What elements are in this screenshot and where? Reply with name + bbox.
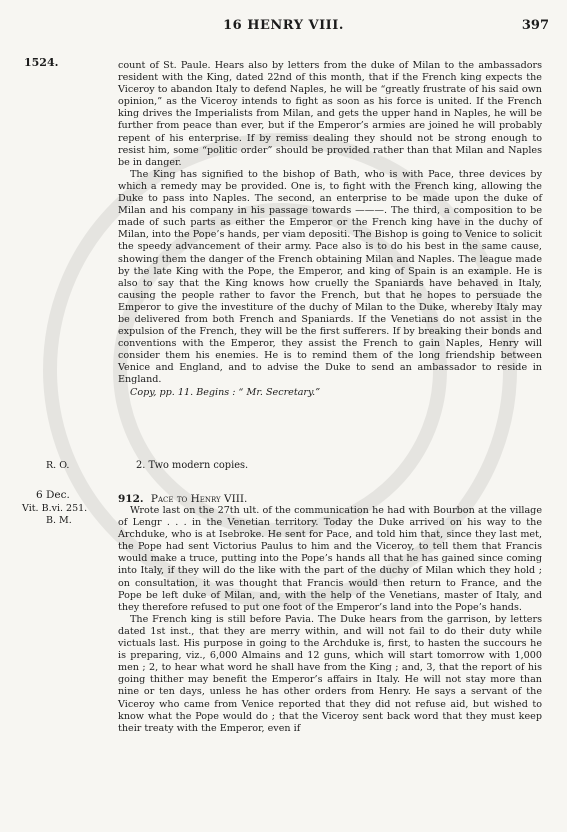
paragraph-1: count of St. Paule. Hears also by letters from the duke of Milan to the ambassadors resident with the King, dated 22nd of this month, that if the French king expects the Viceroy to abandon Italy to defend Naples, he will be “greatly frustrate of his said own opinion,” as the Viceroy intends to fight as soon as his force is united. If the French king drives the Imperialists from Milan, and gets the upper hand in Naples, he will be further from peace than ever, but if the Emperor’s armies are joined he will probably repent of his enterprise. If by remiss dealing they should not be strong enough to resist him, some “politic order” should be provided rather than that Milan and Naples be in danger. — [118, 60, 542, 168]
paragraph-2: The King has signified to the bishop of Bath, who is with Pace, three devices by which a remedy may be provided. One is, to fight with the French king, allowing the Duke to pass into Naples. The second, an enterprise to be made upon the duke of Milan and his company in his passage towards ———. The third, a composition to be made of such parts as either the Emperor or the French king have in the duchy of Milan, into the Pope’s hands, per viam depositi. The Bishop is going to Venice to solicit the speedy advancement of their army. Pace also is to do his best in the same cause, showing them the danger of the French obtaining Milan and Naples. The league made by the late King with the Pope, the Emperor, and king of Spain is an example. He is also to say that the King knows how cruelly the Spaniards have behaved in Italy, causing the people rather to favor the French, but that he hopes to persuade the Emperor to give the investiture of the duchy of Milan to the Duke, whereby Italy may be delivered from both French and Spaniards. If the Venetians do not assist in the expulsion of the French, they will be the first sufferers. If by breaking their bonds and conventions with the Emperor, they assist the French to gain Naples, Henry will consider them his enemies. He is to remind them of the long friendship between Venice and England, and to advise the Duke to send an ambassador to reside in England. — [118, 168, 542, 386]
entry-date: 6 Dec. — [36, 489, 70, 501]
entry-number: 912. — [118, 493, 144, 505]
entry-paragraph-2: The French king is still before Pavia. The Duke hears from the garrison, by letters dated 1st inst., that they are merry within, and will not fail to do their duty while victuals last. His purpose in going to the Archduke is, first, to hasten the succours he is preparing, viz., 6,000 Almains and 12 guns, which will start tomorrow with 1,000 men ; 2, to hear what word he shall have from the King ; and, 3, that the report of his going thither may benefit the Emperor’s affairs in Italy. He will not stay more than nine or ten days, unless he has other orders from Henry. He says a servant of the Viceroy who came from Venice reported that they did not refuse aid, but wished to know what the Pope would do ; that the Viceroy sent back word that they must keep their treaty with the Emperor, even if — [118, 613, 542, 734]
entry-title: Pace to Henry VIII. — [150, 493, 248, 505]
ro-side-label: R. O. — [46, 460, 70, 471]
header-title: 16 HENRY VIII. — [223, 18, 344, 33]
copy-line: Copy, pp. 11. Begins : “ Mr. Secretary.” — [130, 386, 321, 398]
entry-body — [118, 505, 542, 735]
entry-paragraph-1: Wrote last on the 27th ult. of the communication he had with Bourbon at the village of Lengr . . . in the Venetian territory. Today the Duke arrived on his way to the Archduke, who is at Isebroke. He sent for Pace, and told him that, since they last met, the Pope had sent Victorius Paulus to him and the Viceroy, to tell them that Francis would make a truce, putting into the Pope’s hands all that he has gained since coming into Italy, if they will do the like with the part of the duchy of Milan which they hold ; on consultation, it was thought that Francis would then return to France, and the Pope be left duke of Milan, and, with the help of the Venetians, master of Italy, and they therefore refused to put one foot of the Emperor’s land into the Pope’s hands. — [118, 505, 542, 613]
entry-heading — [118, 493, 247, 505]
entry-ref-vit: Vit. B.vi. 251. — [22, 503, 88, 514]
year-label: 1524. — [24, 56, 59, 69]
running-header — [0, 18, 567, 38]
entry-ref-bm: B. M. — [46, 515, 72, 526]
page-number: 397 — [521, 18, 549, 33]
ro-entry-text: 2. Two modern copies. — [136, 460, 249, 471]
paragraph-continuation — [118, 60, 542, 399]
